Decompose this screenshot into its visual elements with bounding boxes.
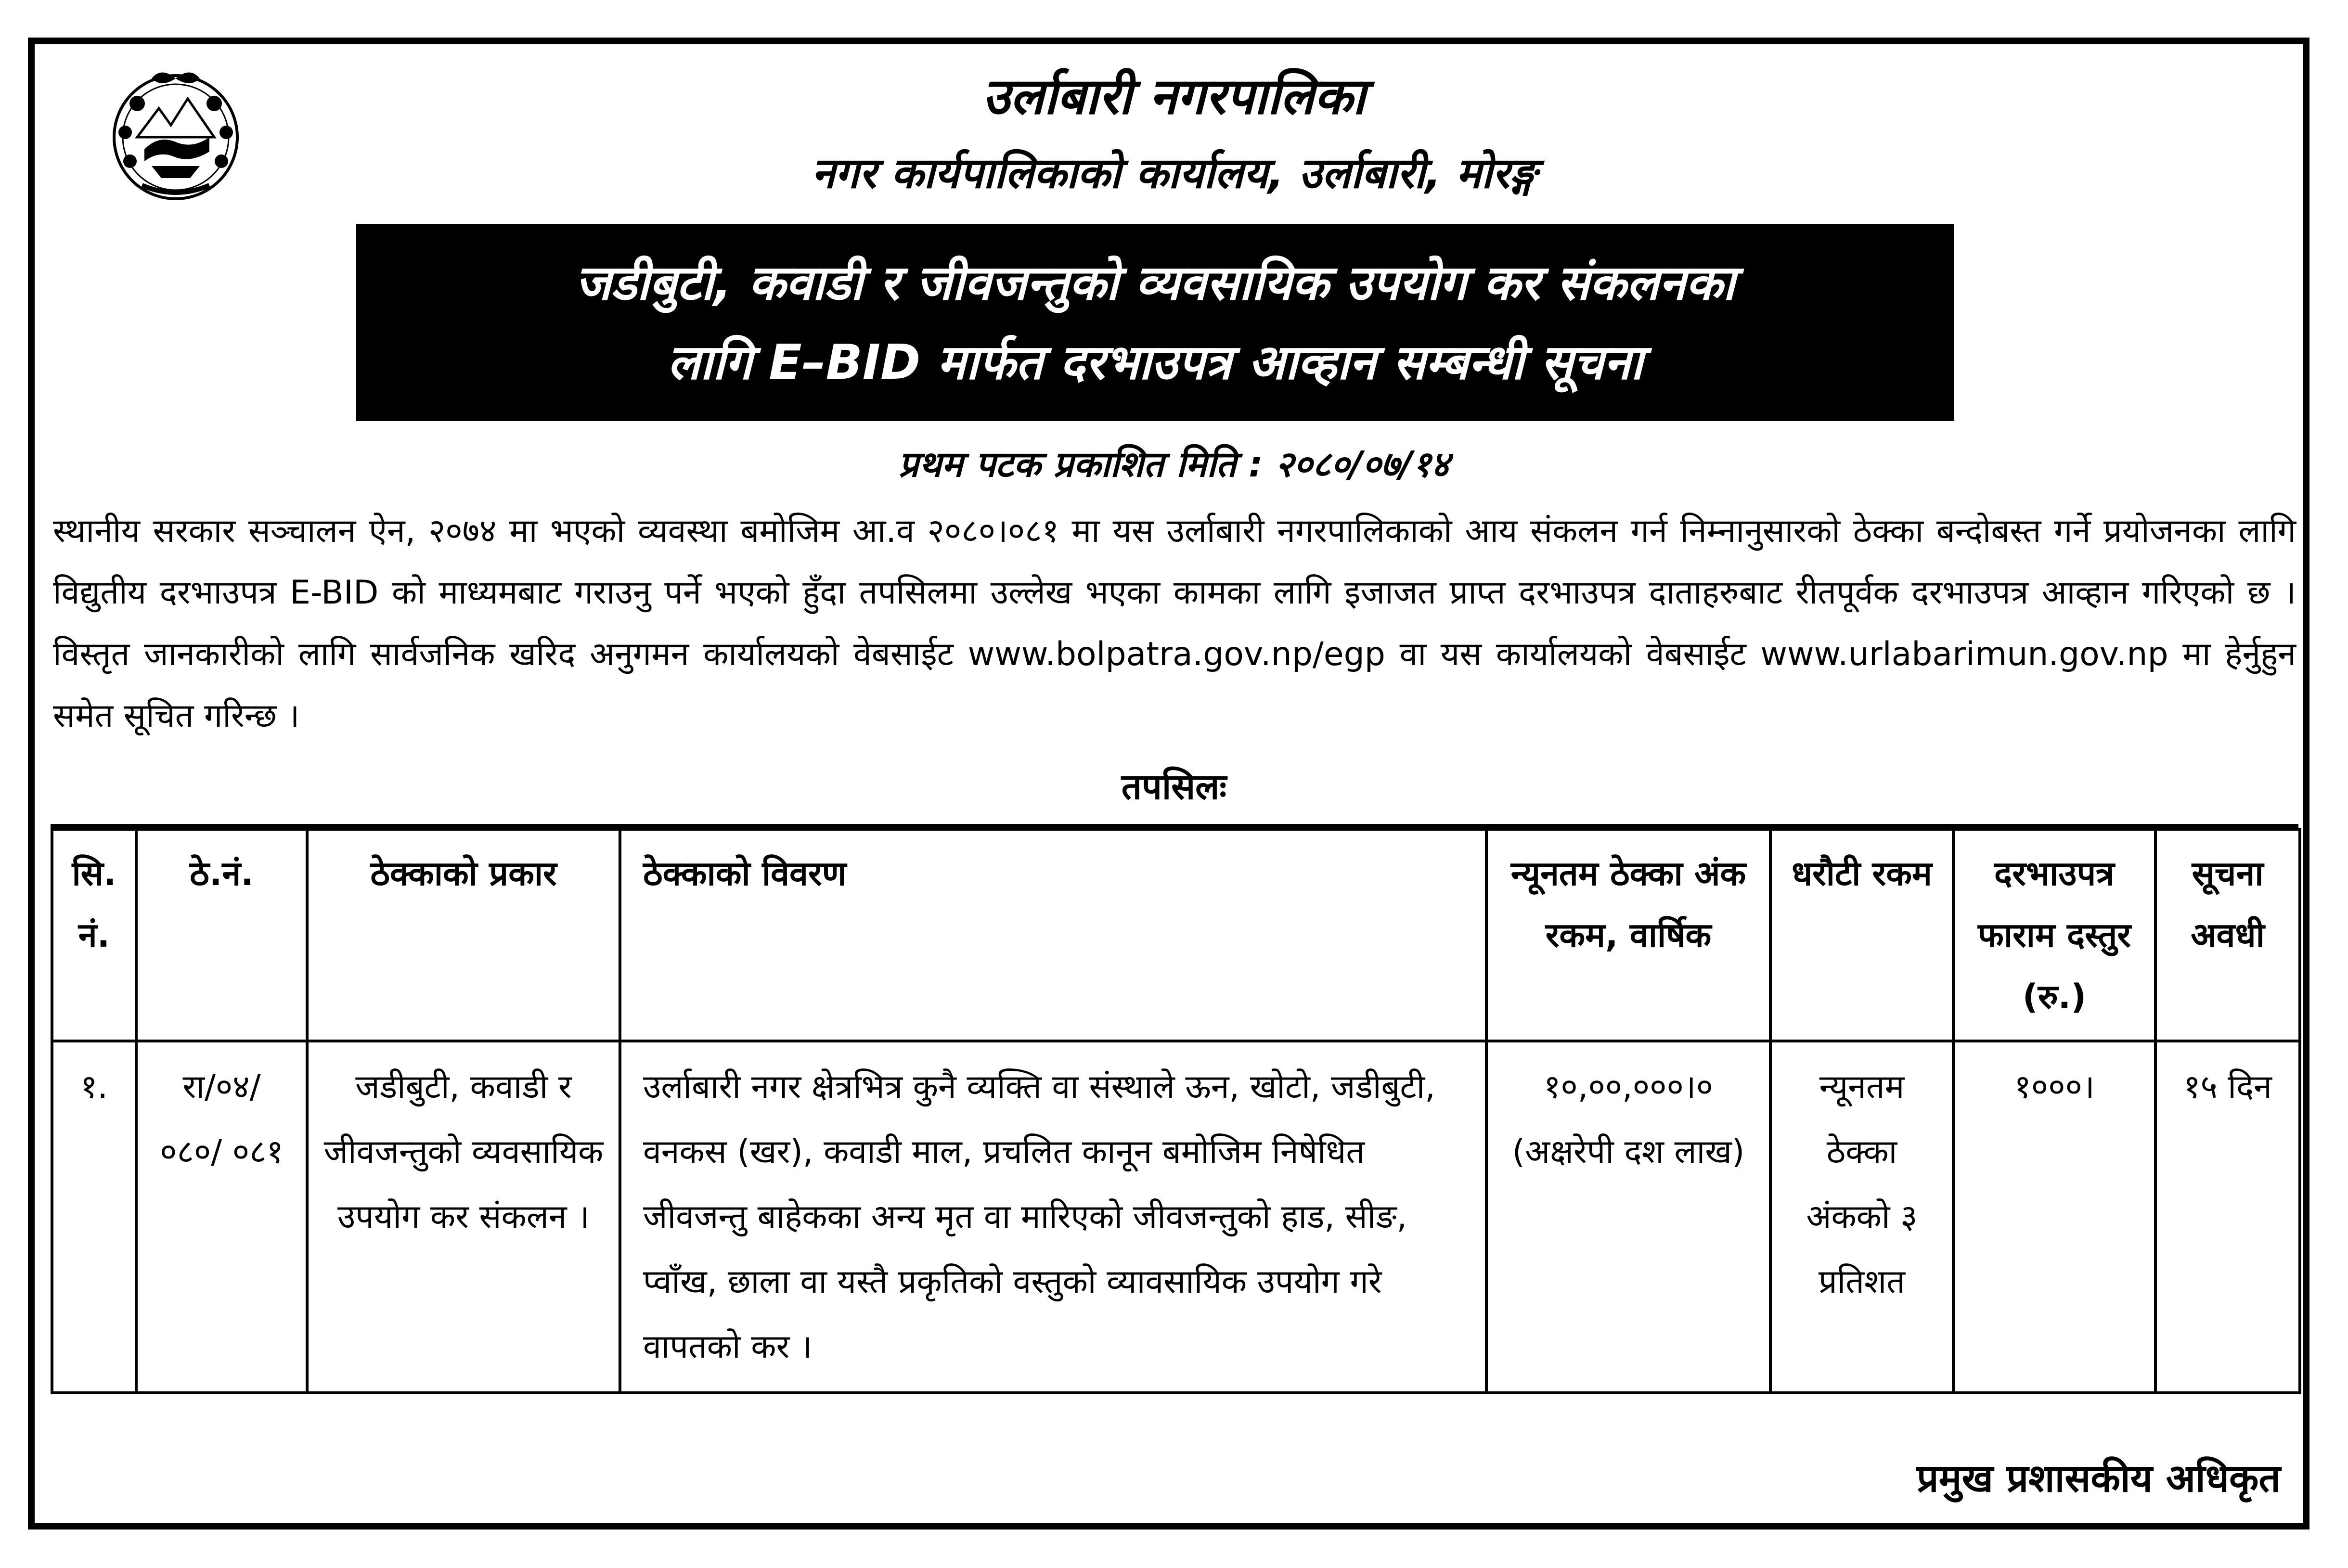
col-header-contract-no: ठे.नं.: [136, 829, 307, 1041]
details-heading: तपसिलः: [1121, 766, 1227, 808]
col-header-deposit: धरौटी रकम: [1770, 829, 1953, 1041]
table-top-rule: [51, 824, 2298, 828]
cell-description: उर्लाबारी नगर क्षेत्रभित्र कुनै व्यक्ति वा संस्थाले ऊन, खोटो, जडीबुटी, वनकस (खर), कवाडी माल, प्रचलित कानून बमोजिम निषेधित जीवजन्तु बाहेकका अन्य मृत वा मारिएको जीवजन्तुको हाड, सीङ, प्वाँख, छाला वा यस्तै प्रकृतिको वस्तुको व्यावसायिक उपयोग गरे वापतको कर ।: [620, 1041, 1486, 1393]
cell-min-amount: १०,००,०००।० (अक्षरेपी दश लाख): [1486, 1041, 1770, 1393]
cell-contract-no: रा/०४/ ०८०/ ०८१: [136, 1041, 307, 1393]
col-header-min-amount: न्यूनतम ठेक्का अंक रकम, वार्षिक: [1486, 829, 1770, 1041]
notice-body: स्थानीय सरकार सञ्चालन ऐन, २०७४ मा भएको व्यवस्था बमोजिम आ.व २०८०।०८१ मा यस उर्लाबारी नगरपालिकाको आय संकलन गर्न निम्नानुसारको ठेक्का बन्दोबस्त गर्ने प्रयोजनका लागि विद्युतीय दरभाउपत्र E-BID को माध्यमबाट गराउनु पर्ने भएको हुँदा तपसिलमा उल्लेख भएका कामका लागि इजाजत प्राप्त दरभाउपत्र दाताहरुबाट रीतपूर्वक दरभाउपत्र आव्हान गरिएको छ । विस्तृत जानकारीको लागि सार्वजनिक खरिद अनुगमन कार्यालयको वेबसाईट www.bolpatra.gov.np/egp वा यस कार्यालयको वेबसाईट www.urlabarimun.gov.np मा हेर्नुहुन समेत सूचित गरिन्छ ।: [53, 512, 2296, 735]
office-address: नगर कार्यपालिकाको कार्यालय, उर्लाबारी, मोरङ्ग: [812, 148, 1536, 198]
cell-form-fee: १०००।: [1953, 1041, 2155, 1393]
col-header-sn: सि. नं.: [52, 829, 136, 1041]
cell-type: जडीबुटी, कवाडी र जीवजन्तुको व्यवसायिक उपयोग कर संकलन ।: [307, 1041, 620, 1393]
table-header-row: [52, 829, 2300, 1041]
cell-sn: १.: [52, 1041, 136, 1393]
col-header-type: ठेक्काको प्रकार: [307, 829, 620, 1041]
col-header-form-fee: दरभाउपत्र फाराम दस्तुर (रु.): [1953, 829, 2155, 1041]
col-header-description: ठेक्काको विवरण: [620, 829, 1486, 1041]
office-name: उर्लाबारी नगरपालिका: [982, 67, 1366, 126]
cell-deposit: न्यूनतम ठेक्का अंकको ३ प्रतिशत: [1770, 1041, 1953, 1393]
notice-title-line2: लागि E–BID मार्फत दरभाउपत्र आव्हान सम्बन्धी सूचना: [667, 334, 1643, 390]
table-row: [52, 1041, 2300, 1393]
published-date: प्रथम पटक प्रकाशित मिति : २०८०/०७/१४: [898, 444, 1450, 485]
notice-title-line1: जडीबुटी, कवाडी र जीवजन्तुको व्यवसायिक उपयोग कर संकलनका: [575, 255, 1735, 311]
tender-table: [51, 828, 2301, 1394]
signatory-title: प्रमुख प्रशासकीय अधिकृत: [1917, 1456, 2281, 1501]
col-header-notice-period: सूचना अवधी: [2155, 829, 2300, 1041]
notice-title-box: [356, 224, 1954, 421]
cell-notice-period: १५ दिन: [2155, 1041, 2300, 1393]
